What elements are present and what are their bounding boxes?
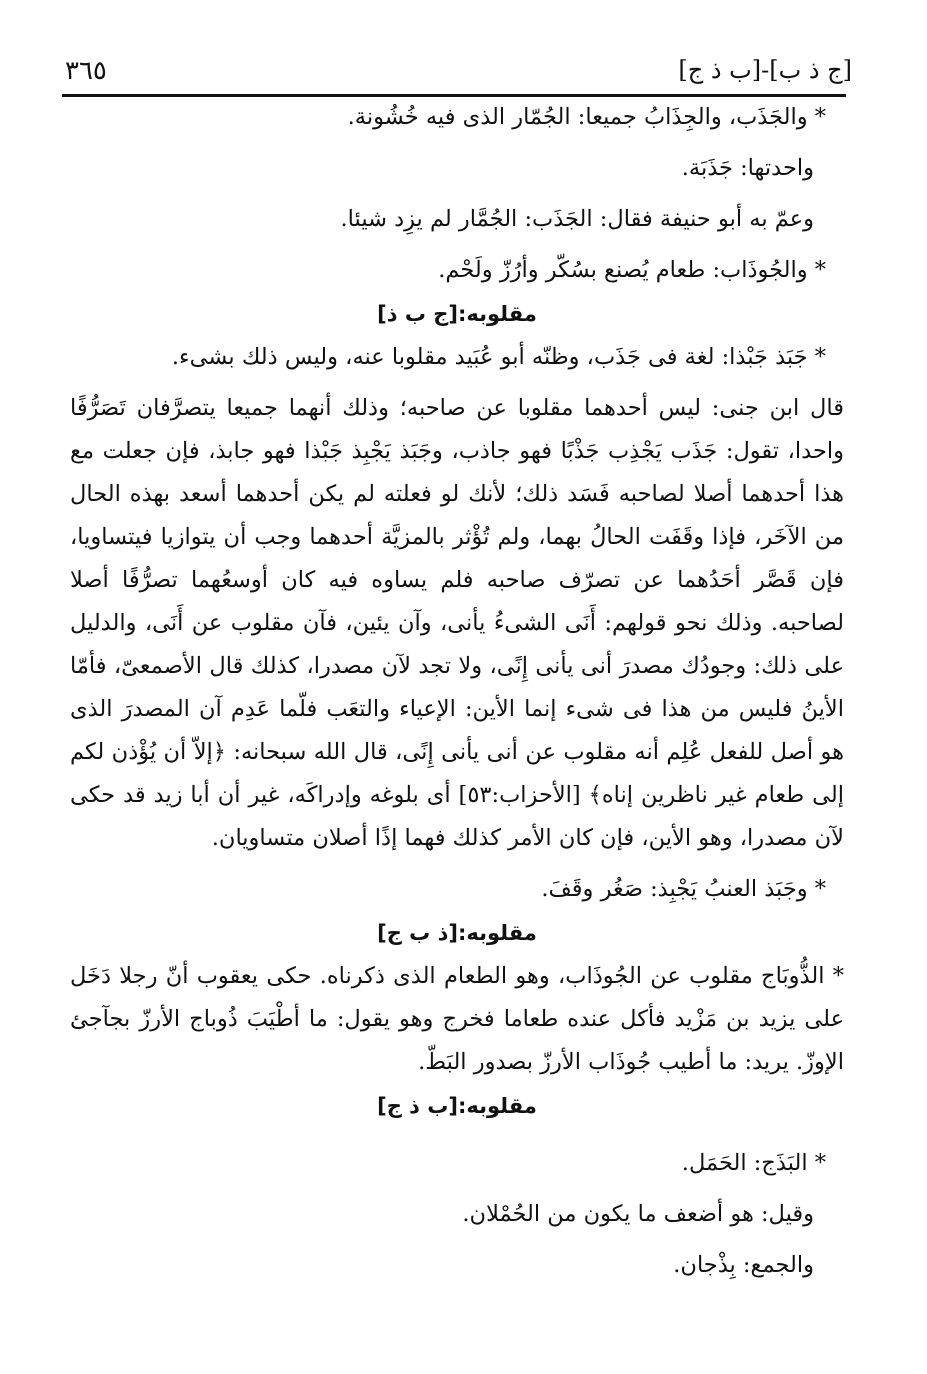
page-body <box>70 96 844 1287</box>
body-paragraph: قال ابن جنى: ليس أحدهما مقلوبا عن صاحبه؛ وذلك أنهما جميعا يتصرَّفان تَصَرُّفًا واحدا، تقول: جَذَب يَجْذِب جَذْبًا فهو جاذب، وجَبَذ يَجْبِذ جَبْذا فهو جابذ، فإن جعلت مع هذا أحدهما أصلا لصاحبه فَسَد ذلك؛ لأنك لو فعلته لم يكن أحدهما أسعد بهذه الحال من الآخَر، فإذا وقَفَت الحالُ بهما، ولم تُؤْثر بالمزيَّة أحدهما وجب أن يتوازيا فيتساويا، فإن قَصَّر أحَدُهما عن تصرّف صاحبه فلم يساوه فيه كان أوسعُهما تصرُّفًا أصلا لصاحبه. وذلك نحو قولهم: أَنَى الشىءُ يأنى، وآن يئين، فآن مقلوب عن أَنَى، والدليل على ذلك: وجودُك مصدرَ أنى يأنى إِنًى، ولا تجد لآن مصدرا، كذلك قال الأصمعىّ، فأمّا الأينُ فليس من هذا فى شىء إنما الأين: الإعياء والتعَب فلّما عَدِم آن المصدرَ الذى هو أصل للفعل عُلِم أنه مقلوب عن أنى يأنى إِنًى، قال الله سبحانه: ﴿إلاّ أن يُؤْذن لكم إلى طعام غير ناظرين إناه﴾ [الأحزاب:٥٣] أى بلوغه وإدراكَه، غير أن أبا زيد قد حكى لآن مصدرا، وهو الأين، فإن كان الأمر كذلك فهما إذًا أصلان متساويان. <box>70 395 845 851</box>
page-number: ٣٦٥ <box>65 56 107 86</box>
entry-line: والجمع: بِذْجان. <box>673 1252 814 1278</box>
running-head: [ج ذ ب]-[ب ذ ج] <box>678 56 852 84</box>
entry-line: * والجُوذَاب: طعام يُصنع بسُكّر وأرُزّ ولَحْم. <box>438 257 826 283</box>
section-heading: مقلوبه:[ب ذ ج] <box>377 1094 537 1118</box>
body-paragraph: * الذُّوبَاج مقلوب عن الجُوذَاب، وهو الطعام الذى ذكرناه. حكى يعقوب أنّ رجلا دَخَل على يزيد بن مَزْيد فأكل عنده طعاما فخرج وهو يقول: ما أطْيَبَ ذُوباج الأرزّ بجآجئ الإوزّ. يريد: ما أطيب جُوذَاب الأرزّ بصدور البَطّ. <box>70 963 844 1075</box>
entry-line: * والجَذَب، والجِذَابُ جميعا: الجُمّار الذى فيه خُشُونة. <box>347 104 826 130</box>
entry-line: واحدتها: جَذَبَة. <box>681 155 814 181</box>
entry-line: وعمّ به أبو حنيفة فقال: الجَذَب: الجُمَّار لم يزِد شيئا. <box>340 206 814 232</box>
section-heading: مقلوبه:[ذ ب ج] <box>377 921 537 945</box>
entry-line: * وجَبَذ العنبُ يَجْبِذ: صَغُر وقَفَ. <box>541 876 826 902</box>
section-heading: مقلوبه:[ج ب ذ] <box>377 302 537 326</box>
entry-line: * البَذَج: الحَمَل. <box>681 1150 826 1176</box>
entry-line: * جَبَذ جَبْذا: لغة فى جَذَب، وظنّه أبو عُبَيد مقلوبا عنه، وليس ذلك بشىء. <box>171 344 826 370</box>
entry-line: وقيل: هو أضعف ما يكون من الحُمْلان. <box>462 1201 814 1227</box>
